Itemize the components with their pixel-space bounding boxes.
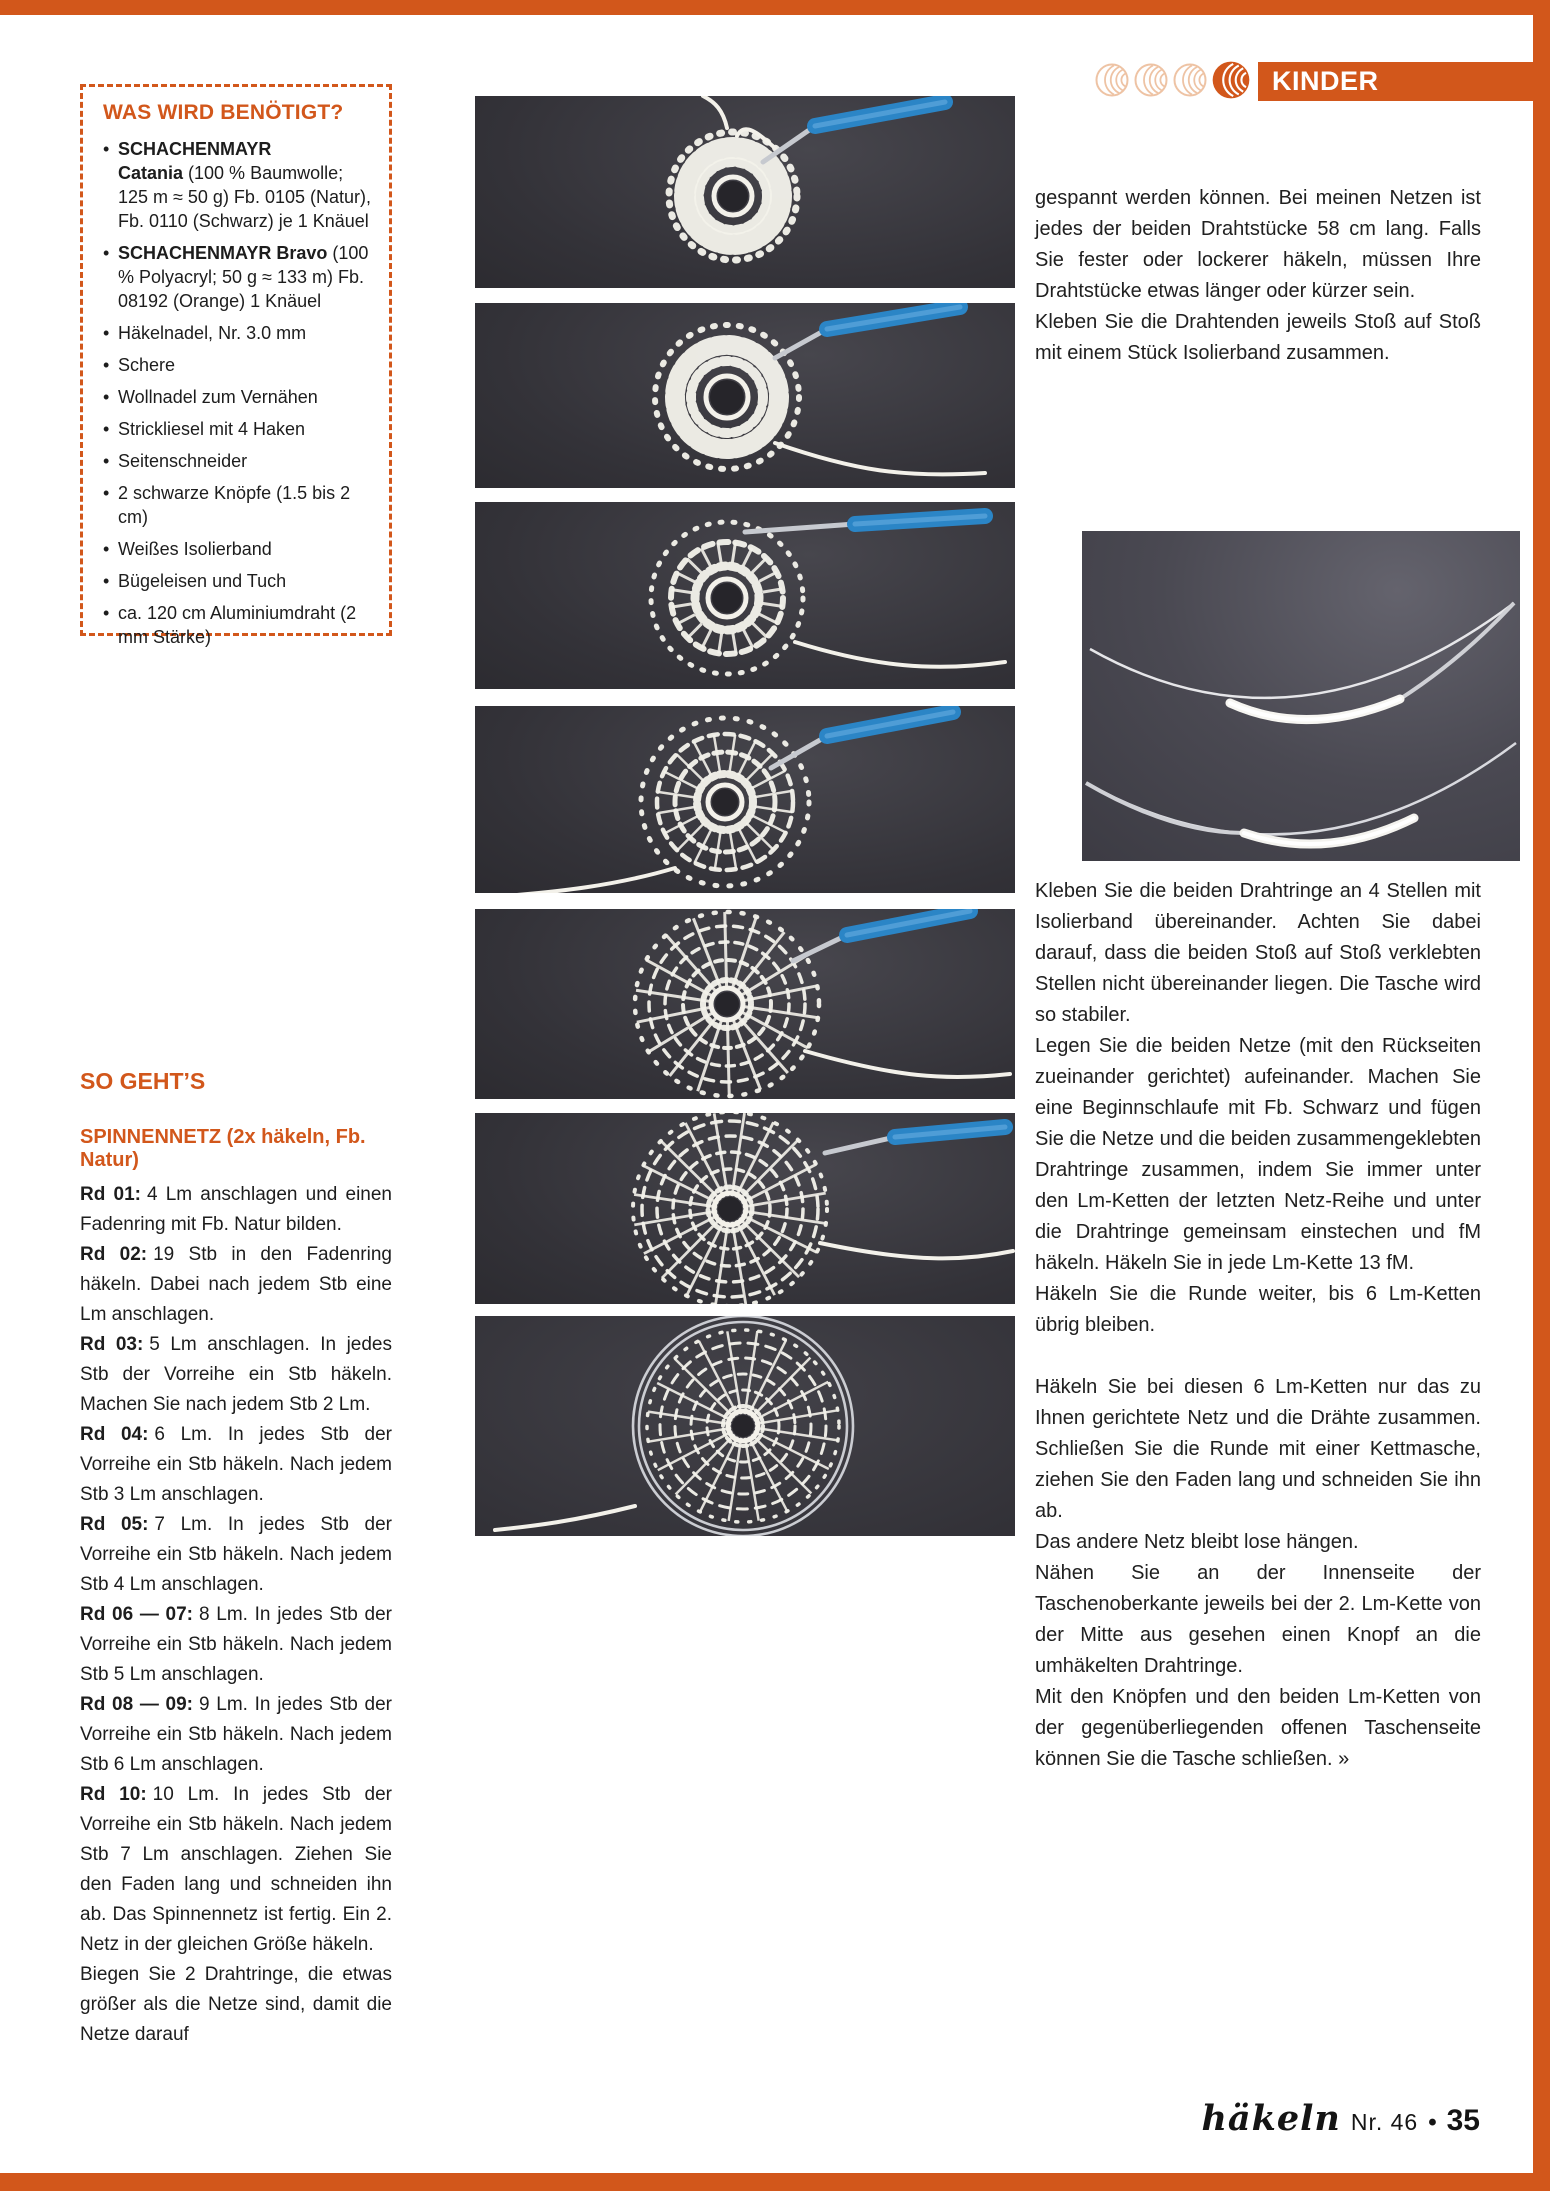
body-paragraph: gespannt werden können. Bei meinen Netzen ist jedes der beiden Drahtstücke 58 cm lang. Falls Sie fester oder lockerer häkeln, müssen Ihre Drahtstücke etwas länger oder kürzer sein. (1035, 187, 1481, 302)
step-photo-spiderweb-5 (475, 909, 1015, 1099)
right-column-top (1035, 183, 1481, 369)
materials-list (103, 137, 373, 649)
yarn-ball-icon (1133, 62, 1169, 98)
issue-number: Nr. 46 (1350, 2109, 1419, 2135)
body-paragraph: Kleben Sie die beiden Drahtringe an 4 Stellen mit Isolierband übereinander. Achten Sie dabei darauf, dass die beiden Stoß auf Stoß verklebten Stellen nicht übereinander liegen. Die Tasche wird so stabiler. (1035, 880, 1481, 1026)
step-photo-spiderweb-6 (475, 1113, 1015, 1304)
category-banner: KINDER (1258, 62, 1550, 101)
so-gehts-heading: SO GEHT’S (80, 1068, 206, 1094)
body-paragraph: Das andere Netz bleibt lose hängen. (1035, 1531, 1359, 1553)
yarn-ball-icon (1172, 62, 1208, 98)
material-item: • Häkelnadel, Nr. 3.0 mm (103, 321, 373, 345)
step-photo-crochet-ring-2 (475, 303, 1015, 488)
instruction-step: Rd 03: 5 Lm anschlagen. In jedes Stb der Vorreihe ein Stb häkeln. Machen Sie nach jedem Stb 2 Lm. (80, 1334, 392, 1415)
page-footer (1201, 2098, 1480, 2139)
material-item: • 2 schwarze Knöpfe (1.5 bis 2 cm) (103, 481, 373, 529)
instruction-step: Rd 02: 19 Stb in den Fadenring häkeln. Dabei nach jedem Stb eine Lm anschlagen. (80, 1244, 392, 1325)
top-accent-bar (0, 0, 1550, 15)
footer-separator-dot: • (1428, 2109, 1437, 2136)
magazine-name: häkeln (1201, 2098, 1341, 2139)
yarn-ball-icon-active (1211, 60, 1251, 100)
right-accent-bar (1533, 0, 1550, 2191)
material-item: • Bügeleisen und Tuch (103, 569, 373, 593)
body-paragraph: Häkeln Sie bei diesen 6 Lm-Ketten nur das zu Ihnen gerichtete Netz und die Drähte zusammen. Schließen Sie die Runde mit einer Kettmasche, ziehen Sie den Faden lang und schneiden Sie ihn ab. (1035, 1376, 1481, 1522)
step-photo-crochet-ring-1 (475, 96, 1015, 288)
instruction-step: Rd 05: 7 Lm. In jedes Stb der Vorreihe ein Stb häkeln. Nach jedem Stb 4 Lm anschlagen. (80, 1514, 392, 1595)
instruction-step: Rd 04: 6 Lm. In jedes Stb der Vorreihe ein Stb häkeln. Nach jedem Stb 3 Lm anschlagen. (80, 1424, 392, 1505)
step-photo-net-round-4 (475, 706, 1015, 893)
body-paragraph: Häkeln Sie die Runde weiter, bis 6 Lm-Ketten übrig bleiben. (1035, 1283, 1481, 1336)
body-paragraph: Mit den Knöpfen und den beiden Lm-Ketten von der gegenüberliegenden offenen Taschenseite können Sie die Tasche schließen. » (1035, 1686, 1481, 1770)
bottom-accent-bar (0, 2173, 1550, 2191)
yarn-ball-icon (1094, 62, 1130, 98)
step-photo-finished-web-on-wire-ring (475, 1316, 1015, 1536)
pattern-subheading: SPINNENNETZ (2x häkeln, Fb. Natur) (80, 1126, 366, 1171)
step-photo-net-round-3 (475, 502, 1015, 689)
materials-box (80, 84, 392, 647)
body-paragraph: Nähen Sie an der Innenseite der Taschenoberkante jeweils bei der 2. Lm-Kette von der Mitte aus gesehen einen Knopf an die umhäkelten Drahtringe. (1035, 1562, 1481, 1677)
instruction-step: Rd 06 — 07: 8 Lm. In jedes Stb der Vorreihe ein Stb häkeln. Nach jedem Stb 5 Lm anschlagen. (80, 1604, 392, 1685)
material-item: • Seitenschneider (103, 449, 373, 473)
instructions-section (80, 1126, 392, 2050)
instruction-step: Rd 10: 10 Lm. In jedes Stb der Vorreihe ein Stb häkeln. Nach jedem Stb 7 Lm anschlagen. Ziehen Sie den Faden lang und schneiden ihn ab. Das Spinnennetz ist fertig. Ein 2. Netz in der gleichen Größe häkeln. (80, 1784, 392, 1955)
body-paragraph: Legen Sie die beiden Netze (mit den Rückseiten zueinander gerichtet) aufeinander. Machen Sie eine Beginnschlaufe mit Fb. Schwarz und fügen Sie die Netze und die beiden zusammengeklebten Drahtringe zusammen, indem Sie immer unter den Lm-Ketten der letzten Netz-Reihe und unter die Drahtringe gemeinsam einstechen und fM häkeln. Häkeln Sie in jede Lm-Kette 13 fM. (1035, 1035, 1481, 1274)
photo-taped-wires (1082, 531, 1520, 861)
material-item: • Wollnadel zum Vernähen (103, 385, 373, 409)
right-column-bottom (1035, 876, 1481, 1775)
material-item: • Strickliesel mit 4 Haken (103, 417, 373, 441)
material-item: • Schere (103, 353, 373, 377)
body-paragraph: Kleben Sie die Drahtenden jeweils Stoß auf Stoß mit einem Stück Isolierband zusammen. (1035, 311, 1481, 364)
material-item: • Weißes Isolierband (103, 537, 373, 561)
instruction-step: Rd 08 — 09: 9 Lm. In jedes Stb der Vorreihe ein Stb häkeln. Nach jedem Stb 6 Lm anschlagen. (80, 1694, 392, 1775)
instruction-step: Biegen Sie 2 Drahtringe, die etwas größer als die Netze sind, damit die Netze darauf (80, 1964, 392, 2045)
yarn-ball-icons (1094, 60, 1251, 100)
material-item: • SCHACHENMAYR Bravo (100 % Polyacryl; 50 g ≈ 133 m) Fb. 08192 (Orange) 1 Knäuel (103, 241, 373, 313)
material-item: • SCHACHENMAYR Catania (100 % Baumwolle; 125 m ≈ 50 g) Fb. 0105 (Natur), Fb. 0110 (Schwarz) je 1 Knäuel (103, 137, 373, 233)
material-item: • ca. 120 cm Aluminiumdraht (2 mm Stärke) (103, 601, 373, 649)
page-number: 35 (1446, 2104, 1480, 2137)
instruction-step: Rd 01: 4 Lm anschlagen und einen Fadenring mit Fb. Natur bilden. (80, 1184, 392, 1235)
materials-title: WAS WIRD BENÖTIGT? (103, 101, 344, 124)
